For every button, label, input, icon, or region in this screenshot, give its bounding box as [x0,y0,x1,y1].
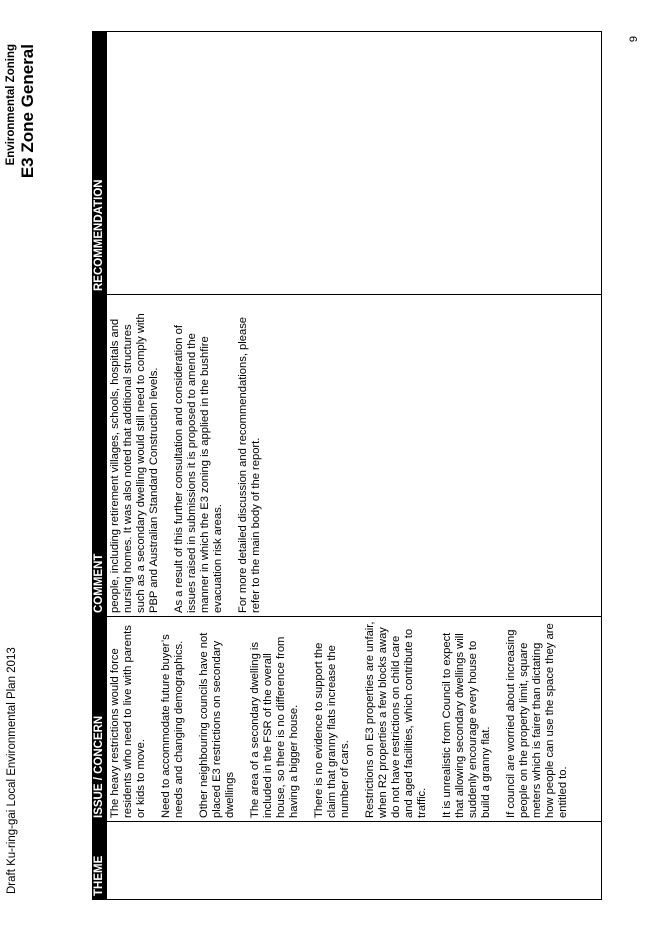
column-header-recommendation: RECOMMENDATION [93,32,107,295]
section-title: E3 Zone General [18,44,37,179]
theme-cell [107,822,602,900]
comment-paragraph: For more detailed discussion and recommendations, please refer to the main body of the report. [237,316,262,613]
submissions-table [92,31,602,900]
issue-item: There is no evidence to support the claim that granny flats increase the number of cars. [313,642,351,818]
table-header-row [93,32,107,900]
document-title: Draft Ku-ring-gai Local Environmental Plan 2013 [6,647,18,894]
column-header-theme: THEME [93,822,107,900]
issue-item: Restrictions on E3 properties are unfair, when R2 properties a few blocks away do not have restrictions on child care and aged facilities, which contribute to traffic. [364,621,428,818]
issue-item: If council are worried about increasing people on the property limit, square meters which is fairer than dictating how people can use the space they are entitled to. [505,623,569,818]
comment-cell [107,295,602,617]
issue-item: The area of a secondary dwelling is included in the FSR of the overall house, so there is no difference from having a bigger house. [249,636,300,818]
table-row [107,32,602,900]
issue-item: The heavy restrictions would force residents who need to live with parents or kids to move. [109,625,147,818]
section-subtitle: Environmental Zoning [5,44,17,166]
issue-item: It is unrealistic from Council to expect that allowing secondary dwellings will suddenly encourage every house to build a granny flat. [441,632,492,818]
column-header-comment: COMMENT [93,295,107,617]
issue-cell [107,617,602,822]
comment-paragraph: As a result of this further consultation and consideration of issues raised in submissions it is proposed to amend the manner in which the E3 zoning is applied in the bushfire evacuation risk areas. [173,325,224,613]
comment-paragraph: people, including retirement villages, schools, hospitals and nursing homes. It was also noted that additional structures such as a secondary dwelling would still need to comply with PBP and Australian Standard Construction levels. [109,313,160,613]
recommendation-cell [107,32,602,295]
issue-item: Need to accommodate future buyer’s needs and changing demographics. [160,634,185,818]
page-number: 9 [628,36,640,43]
column-header-issue: ISSUE / CONCERN [93,617,107,822]
issue-item: Other neighbouring councils have not placed E3 restrictions on secondary dwellings [198,632,236,818]
